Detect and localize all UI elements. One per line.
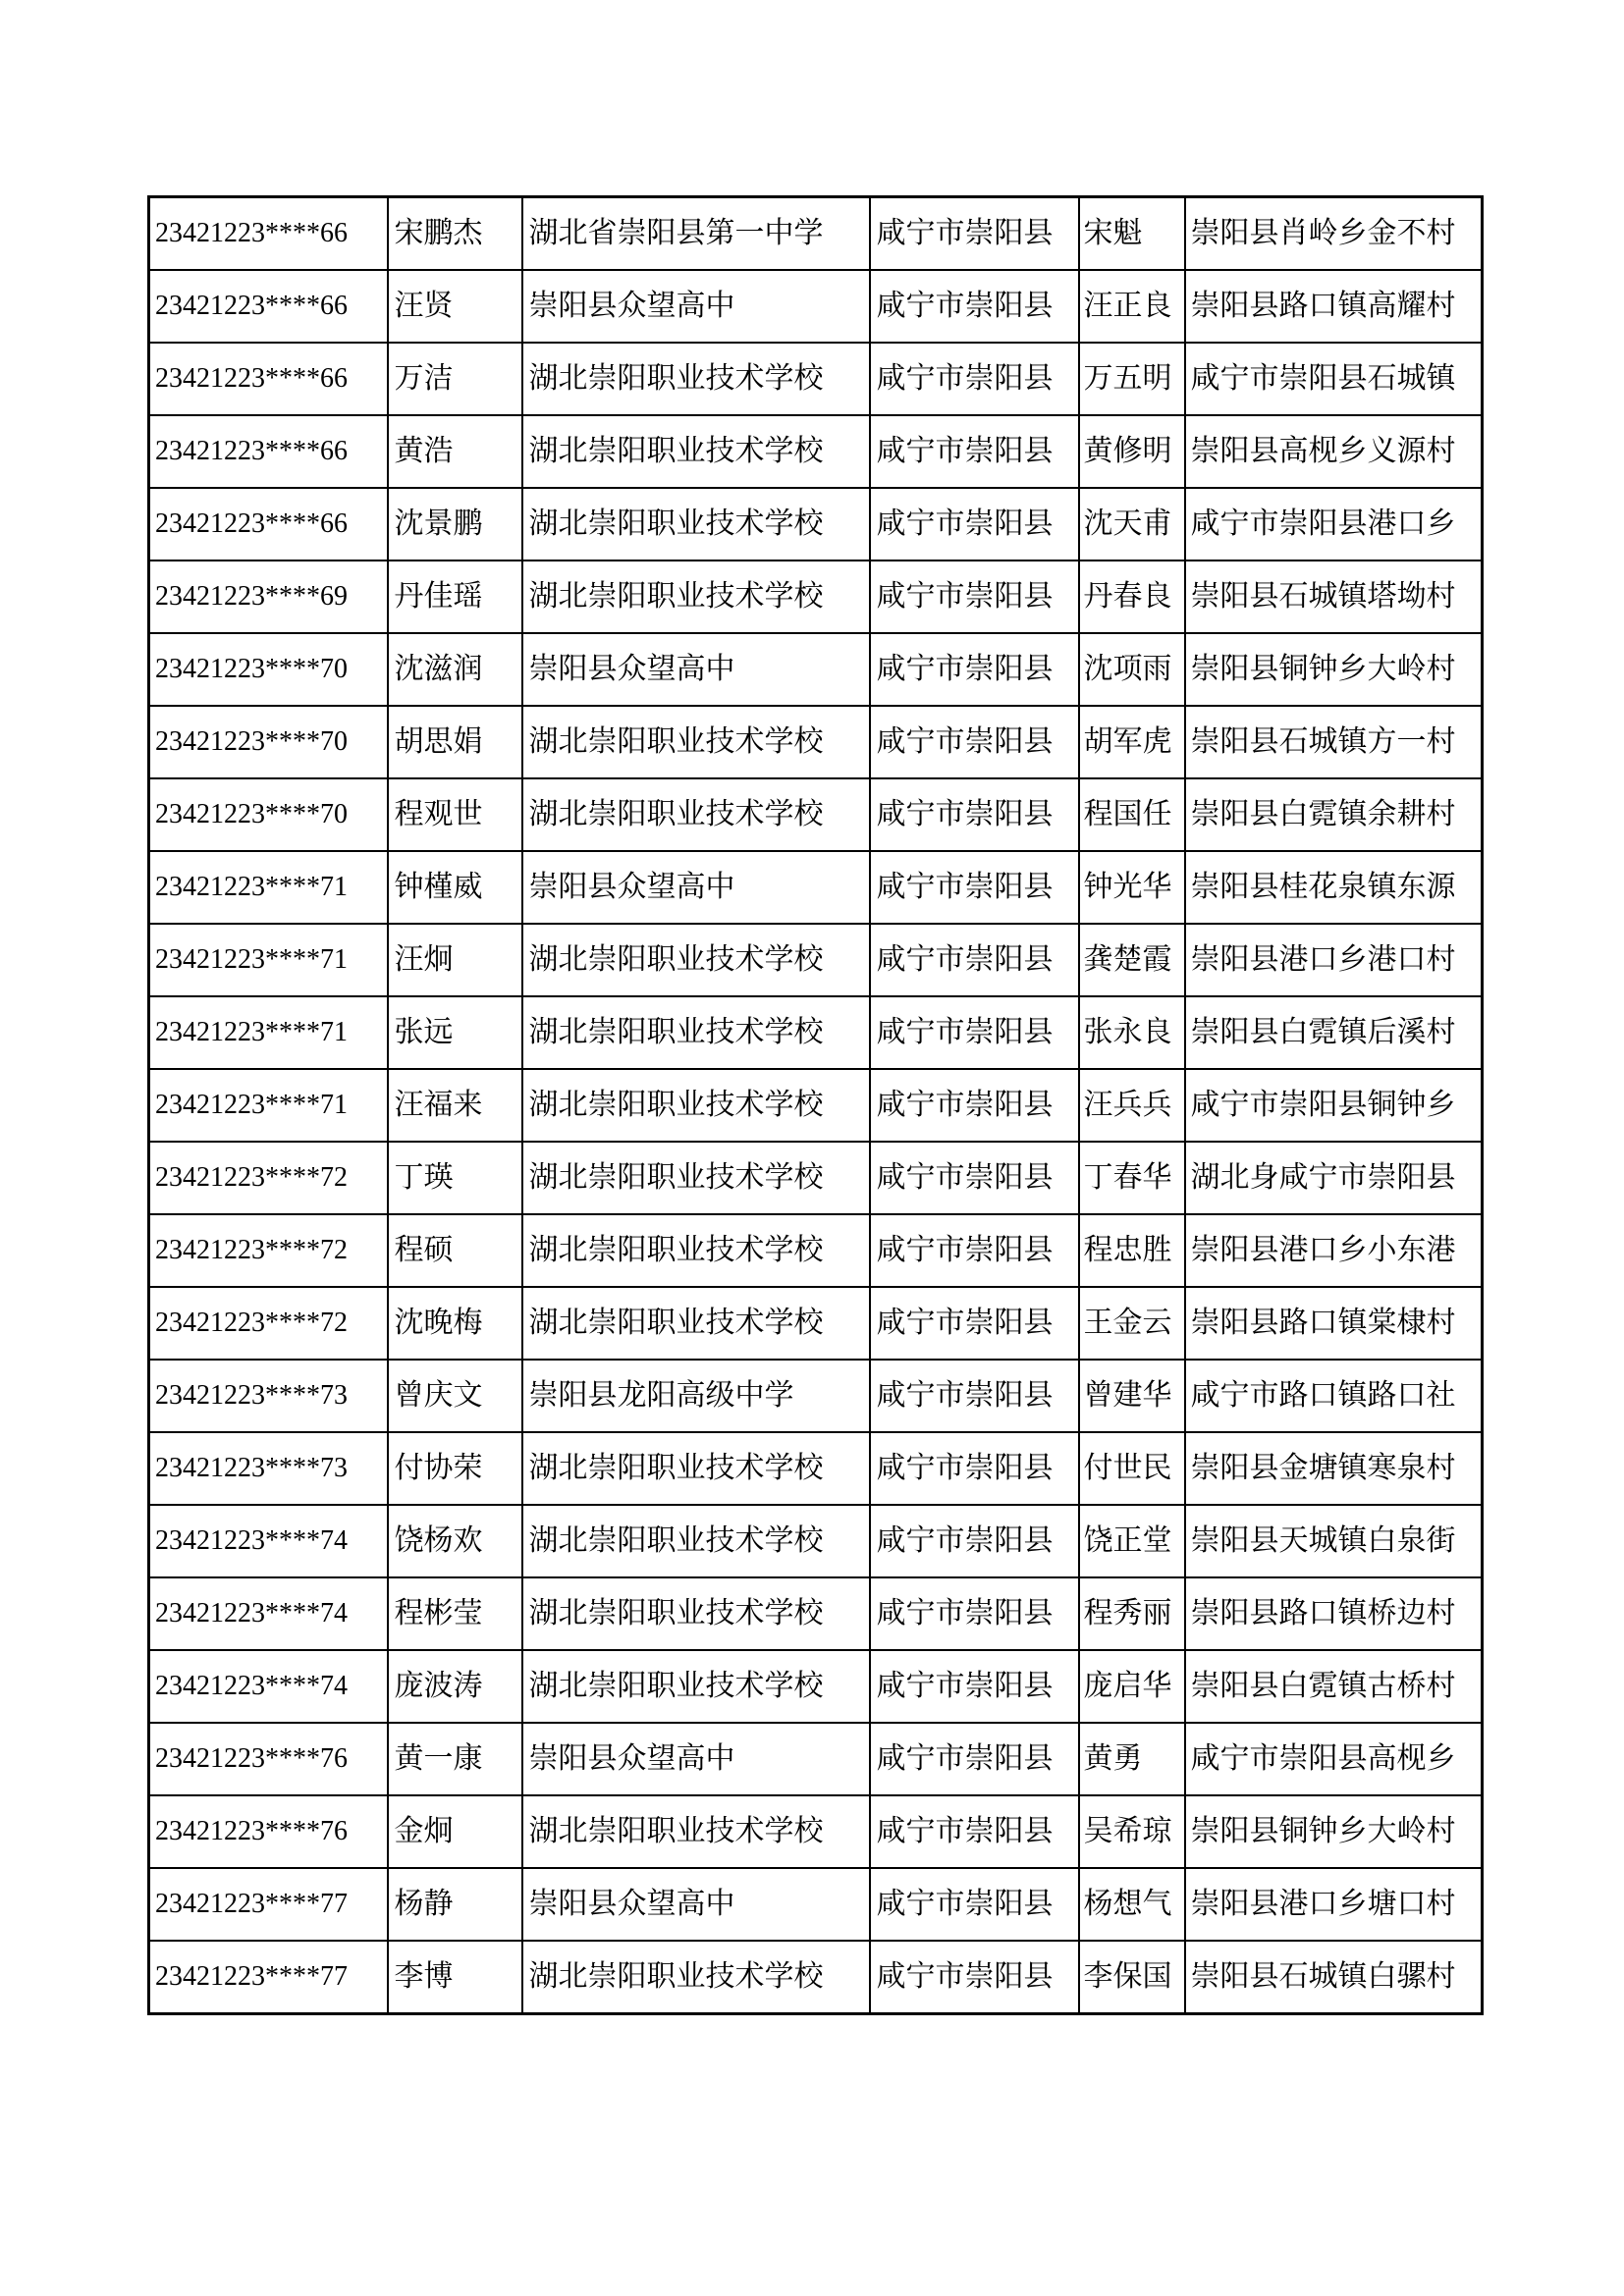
parent-name-cell: 王金云 xyxy=(1079,1287,1185,1360)
student-name-cell: 庞波涛 xyxy=(388,1650,522,1723)
address-cell: 咸宁市路口镇路口社 xyxy=(1185,1360,1483,1432)
id-cell: 23421223****66 xyxy=(149,197,388,271)
student-name-cell: 丁瑛 xyxy=(388,1142,522,1214)
region-cell: 咸宁市崇阳县 xyxy=(870,1214,1079,1287)
table-row xyxy=(149,1287,1483,1360)
address-cell: 崇阳县铜钟乡大岭村 xyxy=(1185,633,1483,706)
region-cell: 咸宁市崇阳县 xyxy=(870,1577,1079,1650)
student-name-cell: 黄一康 xyxy=(388,1723,522,1795)
parent-name-cell: 程国任 xyxy=(1079,778,1185,851)
student-name-cell: 李博 xyxy=(388,1941,522,2014)
region-cell: 咸宁市崇阳县 xyxy=(870,197,1079,271)
student-name-cell: 汪炯 xyxy=(388,924,522,996)
parent-name-cell: 沈天甫 xyxy=(1079,488,1185,561)
parent-name-cell: 万五明 xyxy=(1079,343,1185,415)
parent-name-cell: 丁春华 xyxy=(1079,1142,1185,1214)
id-cell: 23421223****70 xyxy=(149,706,388,778)
parent-name-cell: 杨想气 xyxy=(1079,1868,1185,1941)
school-cell: 湖北崇阳职业技术学校 xyxy=(522,343,870,415)
table-row xyxy=(149,343,1483,415)
region-cell: 咸宁市崇阳县 xyxy=(870,1142,1079,1214)
table-body xyxy=(149,197,1483,2014)
address-cell: 崇阳县白霓镇后溪村 xyxy=(1185,996,1483,1069)
region-cell: 咸宁市崇阳县 xyxy=(870,1795,1079,1868)
school-cell: 湖北崇阳职业技术学校 xyxy=(522,1432,870,1505)
school-cell: 崇阳县众望高中 xyxy=(522,1723,870,1795)
table-row xyxy=(149,778,1483,851)
id-cell: 23421223****74 xyxy=(149,1505,388,1577)
id-cell: 23421223****76 xyxy=(149,1795,388,1868)
id-cell: 23421223****69 xyxy=(149,561,388,633)
id-cell: 23421223****74 xyxy=(149,1577,388,1650)
table-row xyxy=(149,488,1483,561)
student-name-cell: 程观世 xyxy=(388,778,522,851)
school-cell: 湖北崇阳职业技术学校 xyxy=(522,996,870,1069)
id-cell: 23421223****71 xyxy=(149,996,388,1069)
parent-name-cell: 程忠胜 xyxy=(1079,1214,1185,1287)
table-row xyxy=(149,1723,1483,1795)
table-row xyxy=(149,1214,1483,1287)
student-name-cell: 杨静 xyxy=(388,1868,522,1941)
student-name-cell: 曾庆文 xyxy=(388,1360,522,1432)
school-cell: 湖北崇阳职业技术学校 xyxy=(522,561,870,633)
address-cell: 咸宁市崇阳县铜钟乡 xyxy=(1185,1069,1483,1142)
parent-name-cell: 曾建华 xyxy=(1079,1360,1185,1432)
address-cell: 崇阳县天城镇白泉街 xyxy=(1185,1505,1483,1577)
address-cell: 崇阳县高枧乡义源村 xyxy=(1185,415,1483,488)
region-cell: 咸宁市崇阳县 xyxy=(870,561,1079,633)
table-row xyxy=(149,1505,1483,1577)
region-cell: 咸宁市崇阳县 xyxy=(870,778,1079,851)
region-cell: 咸宁市崇阳县 xyxy=(870,633,1079,706)
student-name-cell: 汪福来 xyxy=(388,1069,522,1142)
school-cell: 湖北崇阳职业技术学校 xyxy=(522,1505,870,1577)
address-cell: 崇阳县路口镇桥边村 xyxy=(1185,1577,1483,1650)
region-cell: 咸宁市崇阳县 xyxy=(870,996,1079,1069)
address-cell: 崇阳县石城镇方一村 xyxy=(1185,706,1483,778)
parent-name-cell: 汪正良 xyxy=(1079,270,1185,343)
parent-name-cell: 庞启华 xyxy=(1079,1650,1185,1723)
region-cell: 咸宁市崇阳县 xyxy=(870,1505,1079,1577)
region-cell: 咸宁市崇阳县 xyxy=(870,924,1079,996)
parent-name-cell: 沈项雨 xyxy=(1079,633,1185,706)
table-row xyxy=(149,996,1483,1069)
school-cell: 崇阳县众望高中 xyxy=(522,633,870,706)
address-cell: 崇阳县金塘镇寒泉村 xyxy=(1185,1432,1483,1505)
table-row xyxy=(149,1069,1483,1142)
id-cell: 23421223****76 xyxy=(149,1723,388,1795)
id-cell: 23421223****70 xyxy=(149,778,388,851)
student-name-cell: 程硕 xyxy=(388,1214,522,1287)
table-row xyxy=(149,1941,1483,2014)
address-cell: 崇阳县路口镇棠棣村 xyxy=(1185,1287,1483,1360)
region-cell: 咸宁市崇阳县 xyxy=(870,1287,1079,1360)
region-cell: 咸宁市崇阳县 xyxy=(870,1868,1079,1941)
address-cell: 湖北身咸宁市崇阳县 xyxy=(1185,1142,1483,1214)
student-name-cell: 宋鹏杰 xyxy=(388,197,522,271)
student-name-cell: 金炯 xyxy=(388,1795,522,1868)
parent-name-cell: 饶正堂 xyxy=(1079,1505,1185,1577)
school-cell: 湖北崇阳职业技术学校 xyxy=(522,1214,870,1287)
address-cell: 崇阳县石城镇塔坳村 xyxy=(1185,561,1483,633)
table-row xyxy=(149,1360,1483,1432)
region-cell: 咸宁市崇阳县 xyxy=(870,343,1079,415)
id-cell: 23421223****77 xyxy=(149,1941,388,2014)
student-name-cell: 丹佳瑶 xyxy=(388,561,522,633)
parent-name-cell: 张永良 xyxy=(1079,996,1185,1069)
school-cell: 崇阳县众望高中 xyxy=(522,851,870,924)
student-name-cell: 胡思娟 xyxy=(388,706,522,778)
school-cell: 湖北崇阳职业技术学校 xyxy=(522,1577,870,1650)
id-cell: 23421223****72 xyxy=(149,1142,388,1214)
student-name-cell: 万洁 xyxy=(388,343,522,415)
parent-name-cell: 黄勇 xyxy=(1079,1723,1185,1795)
id-cell: 23421223****70 xyxy=(149,633,388,706)
student-name-cell: 黄浩 xyxy=(388,415,522,488)
address-cell: 崇阳县桂花泉镇东源 xyxy=(1185,851,1483,924)
table-row xyxy=(149,561,1483,633)
region-cell: 咸宁市崇阳县 xyxy=(870,270,1079,343)
parent-name-cell: 胡军虎 xyxy=(1079,706,1185,778)
school-cell: 湖北崇阳职业技术学校 xyxy=(522,415,870,488)
table-row xyxy=(149,197,1483,271)
student-name-cell: 沈晚梅 xyxy=(388,1287,522,1360)
address-cell: 崇阳县铜钟乡大岭村 xyxy=(1185,1795,1483,1868)
id-cell: 23421223****71 xyxy=(149,924,388,996)
address-cell: 崇阳县港口乡塘口村 xyxy=(1185,1868,1483,1941)
region-cell: 咸宁市崇阳县 xyxy=(870,851,1079,924)
table-row xyxy=(149,1577,1483,1650)
table-row xyxy=(149,1432,1483,1505)
student-name-cell: 沈景鹏 xyxy=(388,488,522,561)
table-row xyxy=(149,1650,1483,1723)
school-cell: 湖北崇阳职业技术学校 xyxy=(522,1069,870,1142)
school-cell: 湖北崇阳职业技术学校 xyxy=(522,1650,870,1723)
table-row xyxy=(149,633,1483,706)
parent-name-cell: 黄修明 xyxy=(1079,415,1185,488)
student-name-cell: 汪贤 xyxy=(388,270,522,343)
parent-name-cell: 付世民 xyxy=(1079,1432,1185,1505)
region-cell: 咸宁市崇阳县 xyxy=(870,1723,1079,1795)
school-cell: 湖北崇阳职业技术学校 xyxy=(522,706,870,778)
parent-name-cell: 吴希琼 xyxy=(1079,1795,1185,1868)
id-cell: 23421223****74 xyxy=(149,1650,388,1723)
id-cell: 23421223****73 xyxy=(149,1360,388,1432)
region-cell: 咸宁市崇阳县 xyxy=(870,1069,1079,1142)
school-cell: 湖北崇阳职业技术学校 xyxy=(522,1795,870,1868)
school-cell: 湖北崇阳职业技术学校 xyxy=(522,488,870,561)
school-cell: 湖北崇阳职业技术学校 xyxy=(522,778,870,851)
region-cell: 咸宁市崇阳县 xyxy=(870,706,1079,778)
student-name-cell: 张远 xyxy=(388,996,522,1069)
table-row xyxy=(149,706,1483,778)
school-cell: 湖北省崇阳县第一中学 xyxy=(522,197,870,271)
id-cell: 23421223****66 xyxy=(149,343,388,415)
table-row xyxy=(149,1795,1483,1868)
parent-name-cell: 程秀丽 xyxy=(1079,1577,1185,1650)
parent-name-cell: 宋魁 xyxy=(1079,197,1185,271)
student-name-cell: 程彬莹 xyxy=(388,1577,522,1650)
address-cell: 崇阳县石城镇白骡村 xyxy=(1185,1941,1483,2014)
address-cell: 崇阳县港口乡小东港 xyxy=(1185,1214,1483,1287)
address-cell: 咸宁市崇阳县高枧乡 xyxy=(1185,1723,1483,1795)
school-cell: 湖北崇阳职业技术学校 xyxy=(522,1287,870,1360)
parent-name-cell: 丹春良 xyxy=(1079,561,1185,633)
school-cell: 崇阳县众望高中 xyxy=(522,270,870,343)
address-cell: 崇阳县路口镇高耀村 xyxy=(1185,270,1483,343)
school-cell: 崇阳县众望高中 xyxy=(522,1868,870,1941)
school-cell: 湖北崇阳职业技术学校 xyxy=(522,1941,870,2014)
parent-name-cell: 龚楚霞 xyxy=(1079,924,1185,996)
parent-name-cell: 汪兵兵 xyxy=(1079,1069,1185,1142)
id-cell: 23421223****66 xyxy=(149,270,388,343)
address-cell: 崇阳县肖岭乡金不村 xyxy=(1185,197,1483,271)
table-row xyxy=(149,1142,1483,1214)
region-cell: 咸宁市崇阳县 xyxy=(870,1941,1079,2014)
student-name-cell: 饶杨欢 xyxy=(388,1505,522,1577)
id-cell: 23421223****72 xyxy=(149,1287,388,1360)
student-name-cell: 付协荣 xyxy=(388,1432,522,1505)
address-cell: 崇阳县白霓镇余耕村 xyxy=(1185,778,1483,851)
id-cell: 23421223****71 xyxy=(149,1069,388,1142)
parent-name-cell: 李保国 xyxy=(1079,1941,1185,2014)
school-cell: 湖北崇阳职业技术学校 xyxy=(522,924,870,996)
region-cell: 咸宁市崇阳县 xyxy=(870,1360,1079,1432)
address-cell: 崇阳县港口乡港口村 xyxy=(1185,924,1483,996)
school-cell: 湖北崇阳职业技术学校 xyxy=(522,1142,870,1214)
id-cell: 23421223****66 xyxy=(149,488,388,561)
table-row xyxy=(149,924,1483,996)
id-cell: 23421223****77 xyxy=(149,1868,388,1941)
address-cell: 崇阳县白霓镇古桥村 xyxy=(1185,1650,1483,1723)
address-cell: 咸宁市崇阳县港口乡 xyxy=(1185,488,1483,561)
address-cell: 咸宁市崇阳县石城镇 xyxy=(1185,343,1483,415)
region-cell: 咸宁市崇阳县 xyxy=(870,488,1079,561)
table-row xyxy=(149,851,1483,924)
table-row xyxy=(149,270,1483,343)
region-cell: 咸宁市崇阳县 xyxy=(870,1432,1079,1505)
parent-name-cell: 钟光华 xyxy=(1079,851,1185,924)
id-cell: 23421223****72 xyxy=(149,1214,388,1287)
region-cell: 咸宁市崇阳县 xyxy=(870,1650,1079,1723)
region-cell: 咸宁市崇阳县 xyxy=(870,415,1079,488)
student-name-cell: 沈滋润 xyxy=(388,633,522,706)
school-cell: 崇阳县龙阳高级中学 xyxy=(522,1360,870,1432)
table-row xyxy=(149,1868,1483,1941)
student-table xyxy=(147,195,1484,2015)
id-cell: 23421223****73 xyxy=(149,1432,388,1505)
id-cell: 23421223****66 xyxy=(149,415,388,488)
table-row xyxy=(149,415,1483,488)
id-cell: 23421223****71 xyxy=(149,851,388,924)
student-name-cell: 钟槿威 xyxy=(388,851,522,924)
